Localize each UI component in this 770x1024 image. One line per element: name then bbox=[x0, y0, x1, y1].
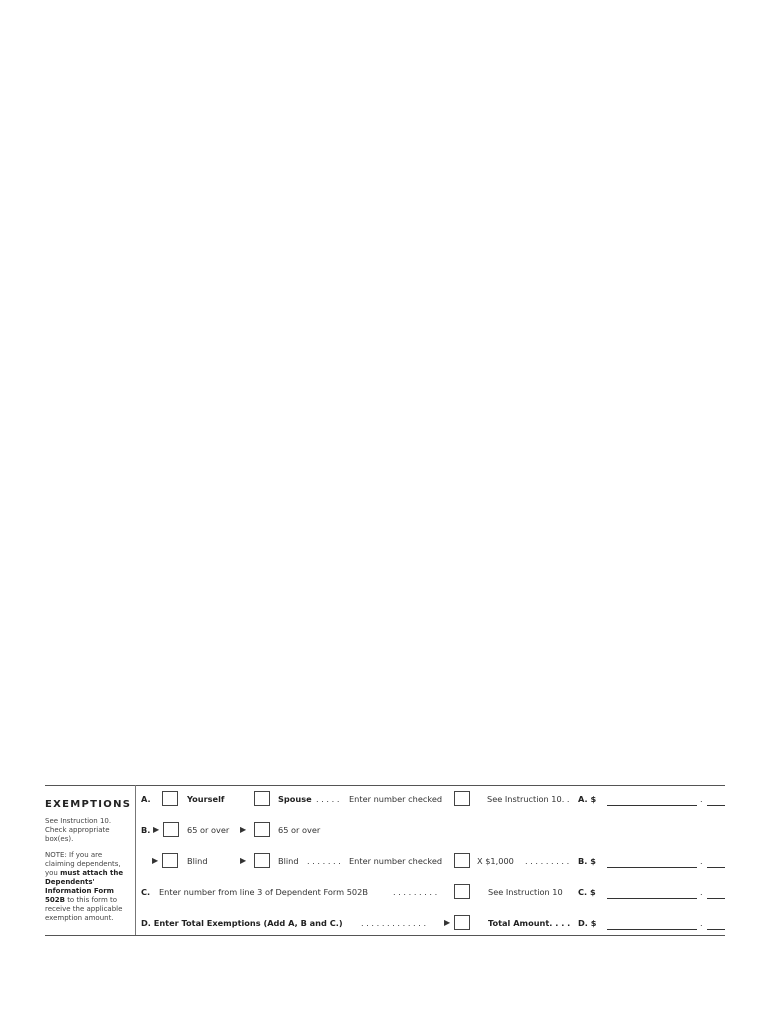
row-d-leader-dots: . . . . . . . . . . . . . bbox=[361, 918, 427, 928]
row-c-cents-line[interactable] bbox=[707, 898, 725, 899]
self-blind-checkbox[interactable] bbox=[162, 853, 178, 868]
row-d bbox=[141, 915, 725, 935]
row-c-text: Enter number from line 3 of Dependent Form 502B bbox=[159, 887, 368, 897]
row-b-dollars-line[interactable] bbox=[607, 867, 697, 868]
row-a-see-instruction: See Instruction 10. . bbox=[487, 794, 570, 804]
row-b-leader-dots: . . . . . . . . . bbox=[525, 856, 570, 866]
exemptions-instruction: See Instruction 10. Check appropriate box(es). bbox=[45, 817, 112, 843]
row-a-cents-line[interactable] bbox=[707, 805, 725, 806]
row-c-leader-dots: . . . . . . . . . bbox=[393, 887, 438, 897]
row-a-letter: A. bbox=[141, 794, 151, 804]
row-c-dollars-line[interactable] bbox=[607, 898, 697, 899]
note-suffix: to this form to receive the applicable exemption amount. bbox=[45, 896, 123, 922]
row-c-count-box[interactable] bbox=[454, 884, 470, 899]
spouse-blind-checkbox[interactable] bbox=[254, 853, 270, 868]
self-65-label: 65 or over bbox=[187, 825, 230, 835]
row-a-amount-label: A. $ bbox=[578, 794, 597, 804]
self-blind-arrow-icon: ▶ bbox=[152, 856, 159, 865]
row-b-enter-label: Enter number checked bbox=[349, 856, 443, 866]
row-c-amount-label: C. $ bbox=[578, 887, 596, 897]
row-d-total-box[interactable] bbox=[454, 915, 470, 930]
exemptions-section bbox=[45, 785, 725, 938]
self-65-checkbox[interactable] bbox=[163, 822, 179, 837]
row-b-age bbox=[141, 822, 725, 842]
bottom-rule bbox=[45, 935, 725, 936]
row-c bbox=[141, 884, 725, 904]
exemptions-heading: EXEMPTIONS bbox=[45, 799, 132, 810]
row-c-decimal: . bbox=[700, 887, 703, 897]
row-c-see-instruction: See Instruction 10 bbox=[488, 887, 563, 897]
row-a bbox=[141, 791, 725, 811]
spouse-blind-arrow-icon: ▶ bbox=[240, 856, 247, 865]
spouse-leader-dots: . . . . . bbox=[316, 794, 340, 804]
top-rule bbox=[45, 785, 725, 786]
exemptions-note bbox=[45, 851, 133, 923]
spouse-blind-leader-dots: . . . . . . . bbox=[307, 856, 341, 866]
row-b-arrow-icon: ▶ bbox=[153, 825, 160, 834]
self-blind-label: Blind bbox=[187, 856, 208, 866]
spouse-checkbox[interactable] bbox=[254, 791, 270, 806]
row-a-enter-label: Enter number checked bbox=[349, 794, 443, 804]
yourself-checkbox[interactable] bbox=[162, 791, 178, 806]
sidebar-divider bbox=[135, 785, 136, 936]
row-d-arrow-icon: ▶ bbox=[444, 918, 451, 927]
row-d-total-label: Total Amount. . . . bbox=[488, 918, 571, 928]
row-d-text: D. Enter Total Exemptions (Add A, B and C.) bbox=[141, 918, 343, 928]
row-d-amount-label: D. $ bbox=[578, 918, 597, 928]
spouse-65-checkbox[interactable] bbox=[254, 822, 270, 837]
row-d-dollars-line[interactable] bbox=[607, 929, 697, 930]
spouse-label: Spouse bbox=[278, 794, 312, 804]
row-b-amount-label: B. $ bbox=[578, 856, 596, 866]
exemptions-sidebar bbox=[45, 799, 133, 923]
row-c-letter: C. bbox=[141, 887, 151, 897]
row-d-decimal: . bbox=[700, 918, 703, 928]
spouse-blind-label: Blind bbox=[278, 856, 299, 866]
row-b-decimal: . bbox=[700, 856, 703, 866]
note-prefix: NOTE: If you are claiming dependents, you bbox=[45, 851, 121, 877]
row-d-cents-line[interactable] bbox=[707, 929, 725, 930]
row-b-blind bbox=[141, 853, 725, 873]
row-a-count-box[interactable] bbox=[454, 791, 470, 806]
row-b-cents-line[interactable] bbox=[707, 867, 725, 868]
note-must-attach: must attach the Dependents' Information Form 502B bbox=[45, 869, 124, 904]
row-a-dollars-line[interactable] bbox=[607, 805, 697, 806]
row-b-count-box[interactable] bbox=[454, 853, 470, 868]
spouse-65-label: 65 or over bbox=[278, 825, 321, 835]
row-b-multiplier: X $1,000 bbox=[477, 856, 514, 866]
row-a-decimal: . bbox=[700, 794, 703, 804]
spouse-65-arrow-icon: ▶ bbox=[240, 825, 247, 834]
yourself-label: Yourself bbox=[187, 794, 225, 804]
row-b-letter: B. bbox=[141, 825, 151, 835]
